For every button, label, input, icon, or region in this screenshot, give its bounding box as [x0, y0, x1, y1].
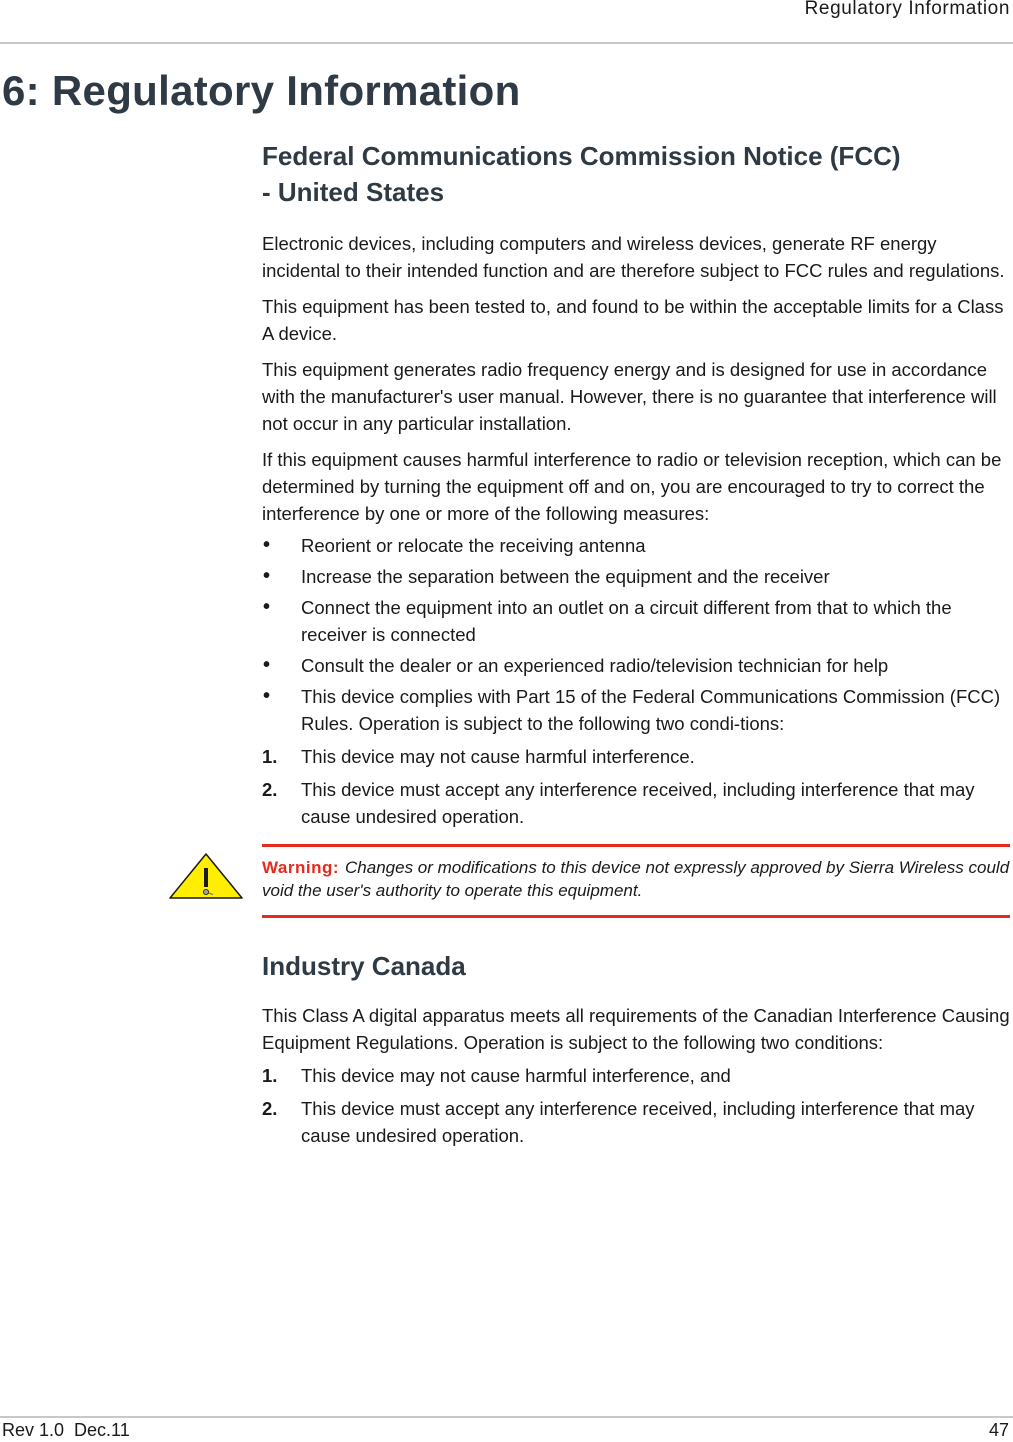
list-item: [262, 652, 1010, 679]
warning-label: Warning:: [262, 858, 340, 877]
list-item: [262, 1062, 1010, 1089]
list-item-text: This device may not cause harmful interference.: [301, 746, 695, 767]
list-item: [262, 594, 1010, 648]
bullet-marker: •: [263, 596, 271, 618]
fcc-paragraph: This equipment has been tested to, and found to be within the acceptable limits for a Class A device.: [262, 296, 1004, 344]
chapter-title: 6: Regulatory Information: [2, 67, 521, 114]
list-item-text: This device must accept any interference received, including interference that may cause undesired operation.: [301, 779, 975, 827]
footer-rule: [0, 1416, 1013, 1418]
header-rule: [0, 42, 1013, 44]
list-item-text: This device may not cause harmful interference, and: [301, 1065, 731, 1086]
warning-body: Changes or modifications to this device not expressly approved by Sierra Wireless could void the user's authority to operate this equipment.: [262, 858, 1010, 900]
industry-canada-heading: Industry Canada: [262, 951, 466, 981]
footer-page-number: 47: [988, 1420, 1009, 1440]
warning-callout: [262, 844, 1010, 918]
list-item-text: This device must accept any interference received, including interference that may cause undesired operation.: [301, 1098, 975, 1146]
running-header: Regulatory Information: [804, 0, 1010, 19]
list-item-text: Consult the dealer or an experienced radio/television technician for help: [301, 655, 889, 676]
list-number: 1.: [262, 1065, 278, 1086]
fcc-heading-line2: - United States: [262, 177, 445, 207]
canada-paragraph: This Class A digital apparatus meets all requirements of the Canadian Interference Causing Equipment Regulations. Operation is subject to the following two conditions:: [262, 1005, 1010, 1053]
warning-triangle-icon: [168, 852, 244, 900]
list-number: 2.: [262, 779, 278, 800]
list-number: 2.: [262, 1098, 278, 1119]
bullet-marker: •: [263, 534, 271, 556]
fcc-heading: [262, 138, 1010, 210]
list-item: [262, 776, 1010, 830]
list-item: [262, 563, 1010, 590]
main-content: [262, 138, 1010, 1149]
list-item: [262, 683, 1010, 737]
list-item-text: Connect the equipment into an outlet on a circuit different from that to which the receiver is connected: [301, 597, 952, 645]
fcc-bullet-list: [262, 532, 1010, 737]
list-item-text: Reorient or relocate the receiving antenna: [301, 535, 646, 556]
fcc-paragraph: If this equipment causes harmful interference to radio or television reception, which can be determined by turning the equipment off and on, you are encouraged to try to correct the interference by one or more of the following measures:: [262, 449, 1002, 524]
warning-text: [262, 856, 1010, 902]
list-item-text: This device complies with Part 15 of the Federal Communications Commission (FCC) Rules. Operation is subject to the following two condi-tions:: [301, 686, 1001, 734]
bullet-marker: •: [263, 565, 271, 587]
fcc-paragraph: This equipment generates radio frequency energy and is designed for use in accordance with the manufacturer's user manual. However, there is no guarantee that interference will not occur in any particular installation.: [262, 359, 997, 434]
list-item: [262, 532, 1010, 559]
list-item-text: Increase the separation between the equipment and the receiver: [301, 566, 830, 587]
list-item: [262, 1095, 1010, 1149]
fcc-numbered-list: [262, 743, 1010, 830]
fcc-paragraph: Electronic devices, including computers and wireless devices, generate RF energy incidental to their intended function and are therefore subject to FCC rules and regulations.: [262, 233, 1005, 281]
fcc-heading-line1: Federal Communications Commission Notice (FCC): [262, 141, 901, 171]
list-number: 1.: [262, 746, 278, 767]
canada-numbered-list: [262, 1062, 1010, 1149]
footer-revision: Rev 1.0 Dec.11: [2, 1420, 130, 1440]
bullet-marker: •: [263, 685, 271, 707]
list-item: [262, 743, 1010, 770]
bullet-marker: •: [263, 654, 271, 676]
